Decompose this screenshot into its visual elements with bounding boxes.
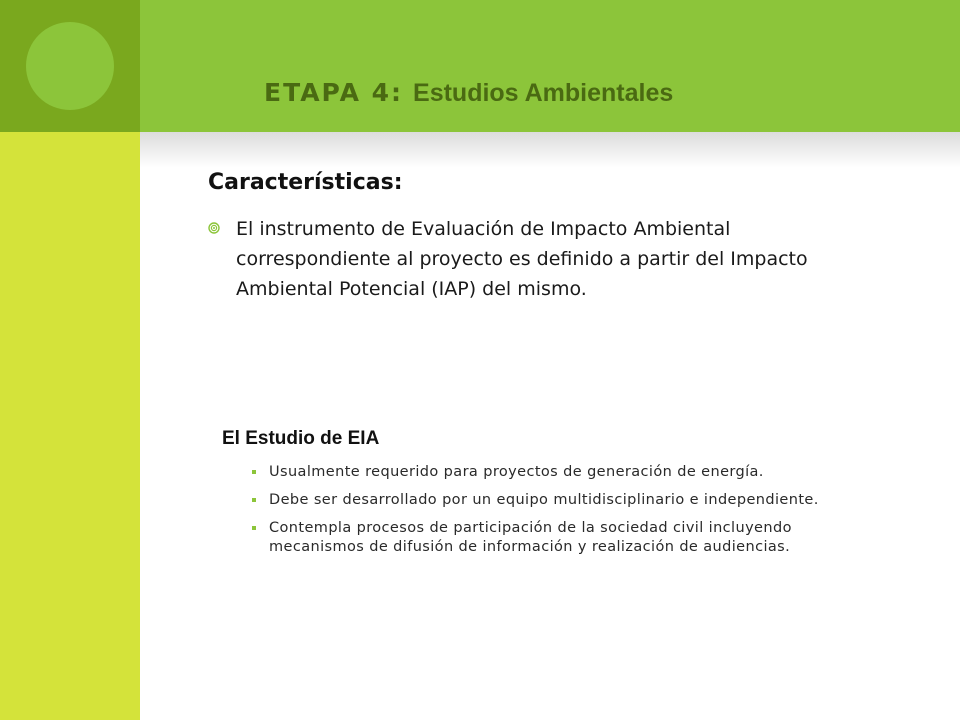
- title-stage: ETAPA 4:: [264, 78, 404, 107]
- square-bullet-icon: [252, 470, 256, 474]
- decorative-circle: [26, 22, 114, 110]
- list-item-text: Debe ser desarrollado por un equipo multidisciplinario e independiente.: [269, 492, 819, 508]
- title-subject: Estudios Ambientales: [413, 79, 674, 107]
- header-shadow: [140, 132, 960, 168]
- eia-heading: El Estudio de EIA: [222, 428, 380, 449]
- list-item: [250, 519, 870, 557]
- list-item: [250, 463, 870, 482]
- list-item-text: Usualmente requerido para proyectos de generación de energía.: [269, 464, 764, 480]
- eia-list: [250, 463, 870, 566]
- list-item: [250, 491, 870, 510]
- square-bullet-icon: [252, 526, 256, 530]
- main-bullet-text: El instrumento de Evaluación de Impacto Ambiental correspondiente al proyecto es definido a partir del Impacto Ambiental Potencial (IAP) del mismo.: [236, 218, 808, 300]
- circled-target-bullet-icon: [208, 222, 220, 234]
- section-heading: Características:: [208, 170, 403, 195]
- list-item-text: Contempla procesos de participación de la sociedad civil incluyendo mecanismos de difusión de información y realización de audiencias.: [269, 520, 792, 555]
- slide-title: [264, 78, 673, 118]
- main-bullet: [208, 214, 808, 304]
- square-bullet-icon: [252, 498, 256, 502]
